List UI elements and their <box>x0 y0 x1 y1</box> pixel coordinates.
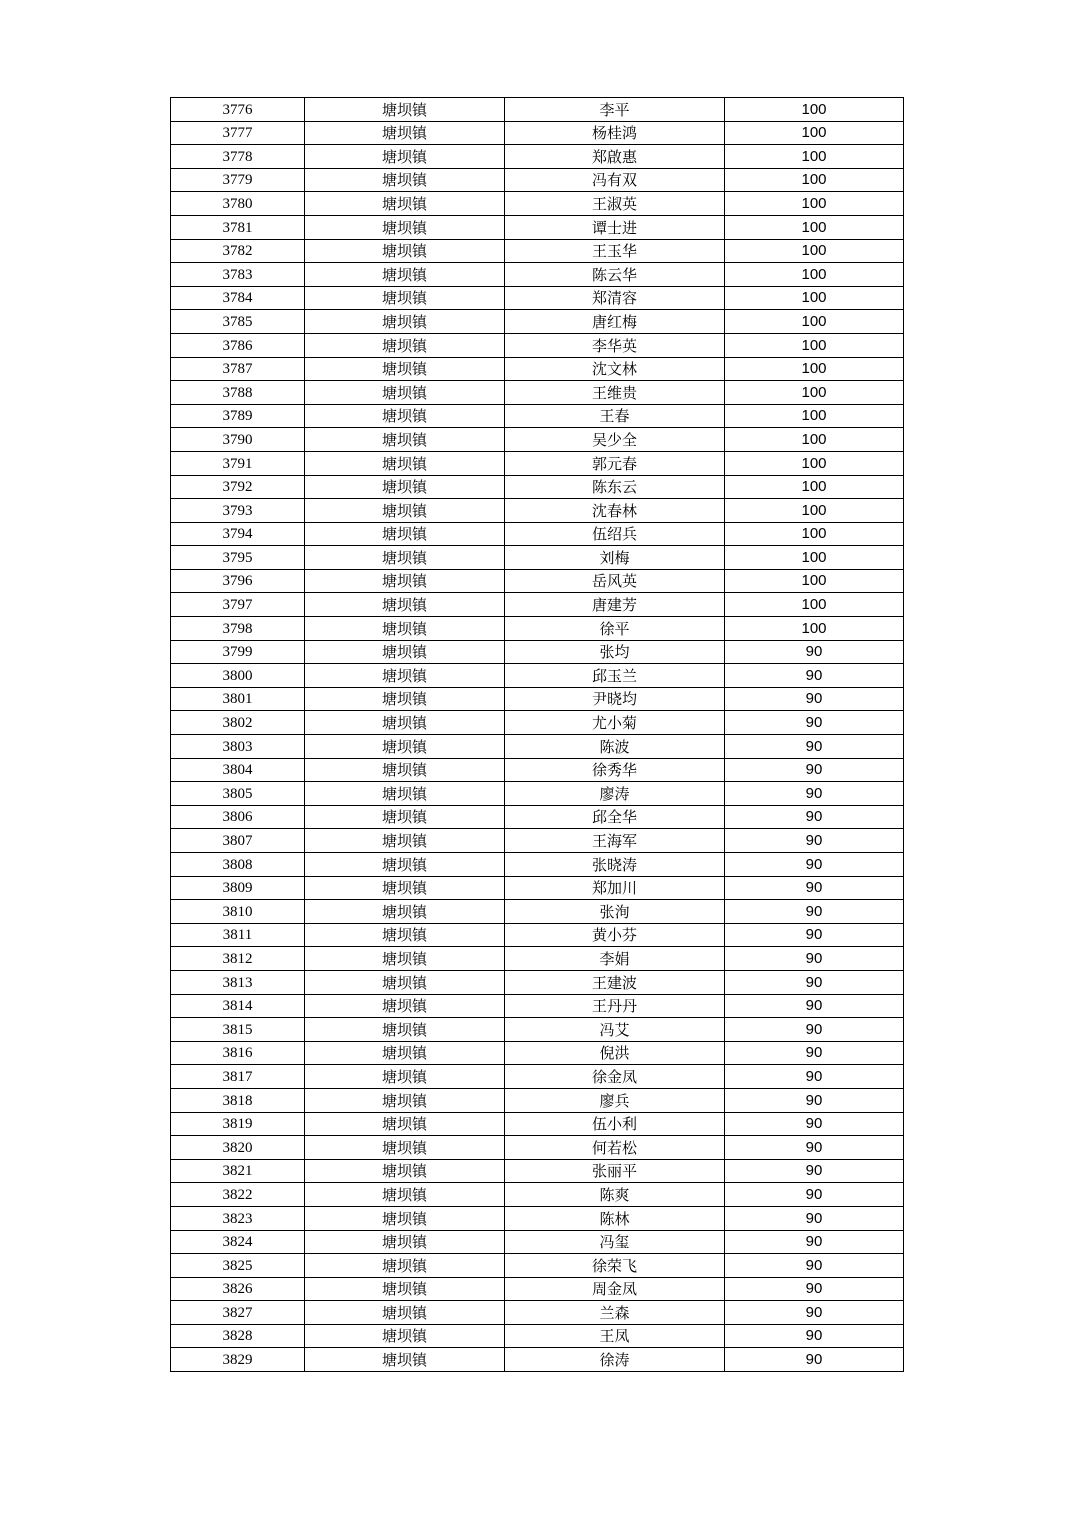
table-row <box>171 853 904 877</box>
row-amount-cell: 90 <box>725 1324 904 1348</box>
row-town-cell: 塘坝镇 <box>305 168 505 192</box>
row-amount-cell: 90 <box>725 805 904 829</box>
row-index-cell: 3781 <box>171 215 305 239</box>
row-index-cell: 3814 <box>171 994 305 1018</box>
row-town-cell: 塘坝镇 <box>305 1183 505 1207</box>
table-row <box>171 1065 904 1089</box>
row-town-cell: 塘坝镇 <box>305 239 505 263</box>
row-name-cell: 徐荣飞 <box>505 1254 725 1278</box>
row-name-cell: 徐平 <box>505 617 725 641</box>
row-town-cell: 塘坝镇 <box>305 900 505 924</box>
row-name-cell: 沈文林 <box>505 357 725 381</box>
row-town-cell: 塘坝镇 <box>305 1136 505 1160</box>
table-row <box>171 522 904 546</box>
row-name-cell: 何若松 <box>505 1136 725 1160</box>
row-index-cell: 3784 <box>171 286 305 310</box>
row-amount-cell: 100 <box>725 310 904 334</box>
row-index-cell: 3794 <box>171 522 305 546</box>
row-index-cell: 3821 <box>171 1159 305 1183</box>
row-name-cell: 兰森 <box>505 1301 725 1325</box>
row-index-cell: 3791 <box>171 451 305 475</box>
table-row <box>171 923 904 947</box>
row-index-cell: 3803 <box>171 735 305 759</box>
table-row <box>171 617 904 641</box>
row-amount-cell: 90 <box>725 1136 904 1160</box>
row-town-cell: 塘坝镇 <box>305 711 505 735</box>
row-amount-cell: 100 <box>725 428 904 452</box>
table-row <box>171 192 904 216</box>
table-row <box>171 711 904 735</box>
table-row <box>171 593 904 617</box>
row-amount-cell: 100 <box>725 263 904 287</box>
table-row <box>171 829 904 853</box>
table-row <box>171 687 904 711</box>
row-town-cell: 塘坝镇 <box>305 1324 505 1348</box>
row-town-cell: 塘坝镇 <box>305 475 505 499</box>
row-name-cell: 张丽平 <box>505 1159 725 1183</box>
row-amount-cell: 100 <box>725 546 904 570</box>
table-row <box>171 735 904 759</box>
table-row <box>171 805 904 829</box>
row-index-cell: 3779 <box>171 168 305 192</box>
row-index-cell: 3816 <box>171 1041 305 1065</box>
row-index-cell: 3812 <box>171 947 305 971</box>
row-town-cell: 塘坝镇 <box>305 923 505 947</box>
table-row <box>171 1183 904 1207</box>
row-amount-cell: 100 <box>725 168 904 192</box>
row-town-cell: 塘坝镇 <box>305 805 505 829</box>
row-name-cell: 谭士进 <box>505 215 725 239</box>
row-town-cell: 塘坝镇 <box>305 1277 505 1301</box>
row-town-cell: 塘坝镇 <box>305 758 505 782</box>
row-name-cell: 王维贵 <box>505 381 725 405</box>
row-amount-cell: 100 <box>725 121 904 145</box>
row-amount-cell: 100 <box>725 404 904 428</box>
row-name-cell: 刘梅 <box>505 546 725 570</box>
row-name-cell: 廖涛 <box>505 782 725 806</box>
row-index-cell: 3819 <box>171 1112 305 1136</box>
table-row <box>171 263 904 287</box>
row-amount-cell: 100 <box>725 98 904 122</box>
row-name-cell: 陈爽 <box>505 1183 725 1207</box>
row-index-cell: 3780 <box>171 192 305 216</box>
table-row <box>171 428 904 452</box>
row-name-cell: 冯艾 <box>505 1018 725 1042</box>
row-amount-cell: 100 <box>725 475 904 499</box>
row-name-cell: 陈林 <box>505 1206 725 1230</box>
row-name-cell: 张均 <box>505 640 725 664</box>
row-index-cell: 3825 <box>171 1254 305 1278</box>
row-town-cell: 塘坝镇 <box>305 1301 505 1325</box>
row-amount-cell: 100 <box>725 239 904 263</box>
row-name-cell: 黄小芬 <box>505 923 725 947</box>
table-row <box>171 404 904 428</box>
row-index-cell: 3800 <box>171 664 305 688</box>
table-row <box>171 499 904 523</box>
row-town-cell: 塘坝镇 <box>305 310 505 334</box>
row-amount-cell: 90 <box>725 1230 904 1254</box>
table-row <box>171 451 904 475</box>
table-row <box>171 310 904 334</box>
row-amount-cell: 90 <box>725 735 904 759</box>
row-amount-cell: 90 <box>725 1277 904 1301</box>
row-amount-cell: 90 <box>725 664 904 688</box>
row-name-cell: 李华英 <box>505 333 725 357</box>
row-amount-cell: 90 <box>725 1018 904 1042</box>
row-index-cell: 3777 <box>171 121 305 145</box>
row-amount-cell: 90 <box>725 711 904 735</box>
row-town-cell: 塘坝镇 <box>305 1230 505 1254</box>
row-index-cell: 3820 <box>171 1136 305 1160</box>
row-amount-cell: 100 <box>725 192 904 216</box>
table-row <box>171 664 904 688</box>
row-town-cell: 塘坝镇 <box>305 357 505 381</box>
row-town-cell: 塘坝镇 <box>305 192 505 216</box>
row-amount-cell: 90 <box>725 970 904 994</box>
row-index-cell: 3797 <box>171 593 305 617</box>
table-row <box>171 286 904 310</box>
row-town-cell: 塘坝镇 <box>305 381 505 405</box>
row-town-cell: 塘坝镇 <box>305 853 505 877</box>
row-name-cell: 郭元春 <box>505 451 725 475</box>
row-index-cell: 3802 <box>171 711 305 735</box>
row-index-cell: 3826 <box>171 1277 305 1301</box>
row-town-cell: 塘坝镇 <box>305 121 505 145</box>
table-row <box>171 1159 904 1183</box>
row-index-cell: 3829 <box>171 1348 305 1372</box>
row-town-cell: 塘坝镇 <box>305 546 505 570</box>
table-row <box>171 758 904 782</box>
row-town-cell: 塘坝镇 <box>305 145 505 169</box>
row-index-cell: 3827 <box>171 1301 305 1325</box>
row-index-cell: 3799 <box>171 640 305 664</box>
row-name-cell: 岳风英 <box>505 569 725 593</box>
row-amount-cell: 90 <box>725 1254 904 1278</box>
row-index-cell: 3787 <box>171 357 305 381</box>
table-row <box>171 640 904 664</box>
table-row <box>171 782 904 806</box>
row-amount-cell: 90 <box>725 687 904 711</box>
row-index-cell: 3807 <box>171 829 305 853</box>
row-name-cell: 王建波 <box>505 970 725 994</box>
table-row <box>171 121 904 145</box>
row-name-cell: 郑啟惠 <box>505 145 725 169</box>
table-row <box>171 145 904 169</box>
table-row <box>171 546 904 570</box>
row-index-cell: 3782 <box>171 239 305 263</box>
table-row <box>171 168 904 192</box>
table-row <box>171 333 904 357</box>
row-amount-cell: 90 <box>725 829 904 853</box>
row-town-cell: 塘坝镇 <box>305 829 505 853</box>
row-amount-cell: 90 <box>725 923 904 947</box>
row-town-cell: 塘坝镇 <box>305 970 505 994</box>
row-index-cell: 3818 <box>171 1088 305 1112</box>
row-town-cell: 塘坝镇 <box>305 1254 505 1278</box>
row-town-cell: 塘坝镇 <box>305 522 505 546</box>
row-index-cell: 3776 <box>171 98 305 122</box>
row-amount-cell: 90 <box>725 1112 904 1136</box>
row-town-cell: 塘坝镇 <box>305 593 505 617</box>
row-amount-cell: 100 <box>725 381 904 405</box>
row-name-cell: 冯玺 <box>505 1230 725 1254</box>
row-amount-cell: 100 <box>725 357 904 381</box>
row-index-cell: 3786 <box>171 333 305 357</box>
row-amount-cell: 100 <box>725 286 904 310</box>
row-town-cell: 塘坝镇 <box>305 451 505 475</box>
table-row <box>171 1277 904 1301</box>
table-row <box>171 1206 904 1230</box>
row-name-cell: 吴少全 <box>505 428 725 452</box>
row-name-cell: 廖兵 <box>505 1088 725 1112</box>
row-town-cell: 塘坝镇 <box>305 1041 505 1065</box>
row-index-cell: 3804 <box>171 758 305 782</box>
row-index-cell: 3822 <box>171 1183 305 1207</box>
row-name-cell: 陈东云 <box>505 475 725 499</box>
row-name-cell: 张洵 <box>505 900 725 924</box>
row-name-cell: 唐建芳 <box>505 593 725 617</box>
table-row <box>171 1112 904 1136</box>
table-row <box>171 239 904 263</box>
table-row <box>171 1041 904 1065</box>
row-town-cell: 塘坝镇 <box>305 1159 505 1183</box>
row-amount-cell: 100 <box>725 593 904 617</box>
row-index-cell: 3783 <box>171 263 305 287</box>
row-town-cell: 塘坝镇 <box>305 404 505 428</box>
row-amount-cell: 90 <box>725 1088 904 1112</box>
row-name-cell: 唐红梅 <box>505 310 725 334</box>
table-row <box>171 1088 904 1112</box>
row-amount-cell: 90 <box>725 1041 904 1065</box>
row-town-cell: 塘坝镇 <box>305 263 505 287</box>
row-index-cell: 3809 <box>171 876 305 900</box>
row-town-cell: 塘坝镇 <box>305 782 505 806</box>
table-row <box>171 569 904 593</box>
row-town-cell: 塘坝镇 <box>305 1112 505 1136</box>
row-town-cell: 塘坝镇 <box>305 1018 505 1042</box>
row-amount-cell: 100 <box>725 145 904 169</box>
row-name-cell: 王海军 <box>505 829 725 853</box>
row-amount-cell: 90 <box>725 782 904 806</box>
roster-body <box>171 98 904 1372</box>
row-town-cell: 塘坝镇 <box>305 499 505 523</box>
row-index-cell: 3792 <box>171 475 305 499</box>
row-town-cell: 塘坝镇 <box>305 876 505 900</box>
row-name-cell: 徐金凤 <box>505 1065 725 1089</box>
row-amount-cell: 100 <box>725 333 904 357</box>
row-amount-cell: 100 <box>725 499 904 523</box>
row-name-cell: 尤小菊 <box>505 711 725 735</box>
table-row <box>171 381 904 405</box>
row-amount-cell: 100 <box>725 451 904 475</box>
row-town-cell: 塘坝镇 <box>305 640 505 664</box>
row-town-cell: 塘坝镇 <box>305 735 505 759</box>
row-name-cell: 陈波 <box>505 735 725 759</box>
row-name-cell: 周金凤 <box>505 1277 725 1301</box>
row-name-cell: 尹晓均 <box>505 687 725 711</box>
row-index-cell: 3785 <box>171 310 305 334</box>
row-town-cell: 塘坝镇 <box>305 98 505 122</box>
row-town-cell: 塘坝镇 <box>305 687 505 711</box>
row-town-cell: 塘坝镇 <box>305 428 505 452</box>
row-name-cell: 沈春林 <box>505 499 725 523</box>
row-amount-cell: 90 <box>725 876 904 900</box>
table-row <box>171 1301 904 1325</box>
row-index-cell: 3811 <box>171 923 305 947</box>
row-index-cell: 3813 <box>171 970 305 994</box>
row-amount-cell: 90 <box>725 1159 904 1183</box>
table-row <box>171 98 904 122</box>
row-town-cell: 塘坝镇 <box>305 286 505 310</box>
row-index-cell: 3815 <box>171 1018 305 1042</box>
row-name-cell: 邱玉兰 <box>505 664 725 688</box>
row-amount-cell: 90 <box>725 900 904 924</box>
table-row <box>171 970 904 994</box>
table-row <box>171 1230 904 1254</box>
row-town-cell: 塘坝镇 <box>305 994 505 1018</box>
row-amount-cell: 90 <box>725 640 904 664</box>
row-town-cell: 塘坝镇 <box>305 1088 505 1112</box>
row-town-cell: 塘坝镇 <box>305 215 505 239</box>
row-name-cell: 王凤 <box>505 1324 725 1348</box>
row-town-cell: 塘坝镇 <box>305 569 505 593</box>
row-index-cell: 3793 <box>171 499 305 523</box>
row-name-cell: 倪洪 <box>505 1041 725 1065</box>
row-name-cell: 伍绍兵 <box>505 522 725 546</box>
row-amount-cell: 90 <box>725 1065 904 1089</box>
row-name-cell: 王春 <box>505 404 725 428</box>
row-amount-cell: 90 <box>725 1183 904 1207</box>
row-name-cell: 王淑英 <box>505 192 725 216</box>
row-town-cell: 塘坝镇 <box>305 947 505 971</box>
row-name-cell: 邱全华 <box>505 805 725 829</box>
row-amount-cell: 90 <box>725 758 904 782</box>
table-row <box>171 876 904 900</box>
row-town-cell: 塘坝镇 <box>305 1065 505 1089</box>
row-index-cell: 3823 <box>171 1206 305 1230</box>
row-name-cell: 冯有双 <box>505 168 725 192</box>
row-index-cell: 3795 <box>171 546 305 570</box>
row-name-cell: 郑清容 <box>505 286 725 310</box>
row-name-cell: 伍小利 <box>505 1112 725 1136</box>
row-index-cell: 3828 <box>171 1324 305 1348</box>
row-index-cell: 3790 <box>171 428 305 452</box>
row-name-cell: 王丹丹 <box>505 994 725 1018</box>
row-amount-cell: 100 <box>725 215 904 239</box>
row-amount-cell: 90 <box>725 994 904 1018</box>
table-row <box>171 475 904 499</box>
table-row <box>171 1018 904 1042</box>
row-index-cell: 3824 <box>171 1230 305 1254</box>
row-index-cell: 3801 <box>171 687 305 711</box>
table-row <box>171 994 904 1018</box>
row-name-cell: 杨桂鸿 <box>505 121 725 145</box>
row-index-cell: 3798 <box>171 617 305 641</box>
row-name-cell: 陈云华 <box>505 263 725 287</box>
row-index-cell: 3796 <box>171 569 305 593</box>
row-town-cell: 塘坝镇 <box>305 664 505 688</box>
row-name-cell: 李平 <box>505 98 725 122</box>
row-amount-cell: 90 <box>725 1301 904 1325</box>
row-index-cell: 3805 <box>171 782 305 806</box>
row-amount-cell: 90 <box>725 1348 904 1372</box>
row-amount-cell: 90 <box>725 947 904 971</box>
row-amount-cell: 90 <box>725 853 904 877</box>
row-index-cell: 3810 <box>171 900 305 924</box>
row-town-cell: 塘坝镇 <box>305 1348 505 1372</box>
row-amount-cell: 100 <box>725 569 904 593</box>
table-row <box>171 1136 904 1160</box>
row-town-cell: 塘坝镇 <box>305 333 505 357</box>
row-amount-cell: 100 <box>725 617 904 641</box>
row-index-cell: 3789 <box>171 404 305 428</box>
row-name-cell: 郑加川 <box>505 876 725 900</box>
row-index-cell: 3806 <box>171 805 305 829</box>
table-row <box>171 357 904 381</box>
row-name-cell: 徐秀华 <box>505 758 725 782</box>
row-index-cell: 3778 <box>171 145 305 169</box>
row-amount-cell: 100 <box>725 522 904 546</box>
row-amount-cell: 90 <box>725 1206 904 1230</box>
table-row <box>171 1254 904 1278</box>
row-name-cell: 徐涛 <box>505 1348 725 1372</box>
table-row <box>171 215 904 239</box>
table-row <box>171 1324 904 1348</box>
table-row <box>171 900 904 924</box>
row-index-cell: 3808 <box>171 853 305 877</box>
row-name-cell: 张晓涛 <box>505 853 725 877</box>
row-index-cell: 3788 <box>171 381 305 405</box>
row-town-cell: 塘坝镇 <box>305 1206 505 1230</box>
row-name-cell: 王玉华 <box>505 239 725 263</box>
table-row <box>171 1348 904 1372</box>
row-index-cell: 3817 <box>171 1065 305 1089</box>
row-town-cell: 塘坝镇 <box>305 617 505 641</box>
roster-table <box>170 97 904 1372</box>
row-name-cell: 李娟 <box>505 947 725 971</box>
table-row <box>171 947 904 971</box>
